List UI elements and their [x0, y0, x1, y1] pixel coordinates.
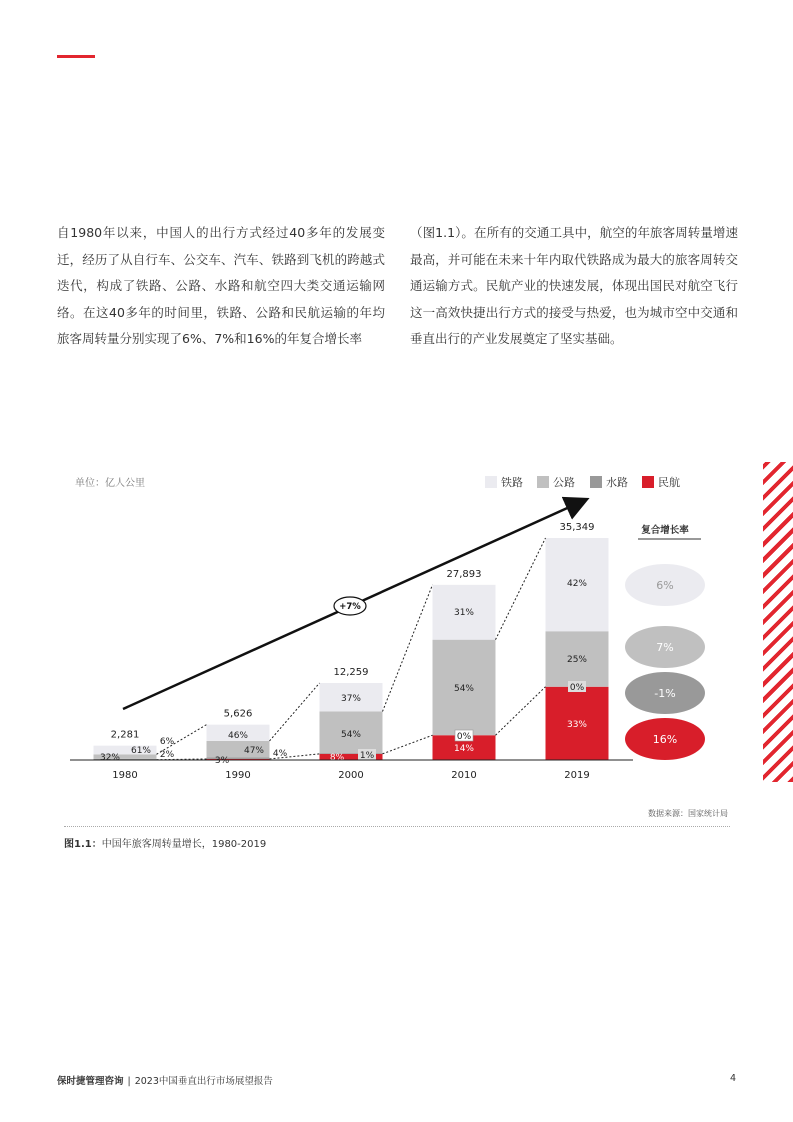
trend-connector-upper-3 [496, 538, 546, 640]
bar-total-label: 5,626 [223, 708, 253, 720]
bar-total-label: 27,893 [446, 568, 482, 580]
cagr-value-铁路: 6% [656, 579, 674, 592]
cagr-title: 复合增长率 [641, 525, 689, 536]
share-2019-road: 25% [566, 655, 588, 665]
share-2010-road: 54% [453, 684, 475, 694]
bar-total-label: 12,259 [333, 667, 369, 679]
caption-label: 图1.1： [64, 839, 102, 850]
share-2010-water: 0% [456, 732, 472, 742]
bar-total-label: 2,281 [110, 729, 140, 741]
cagr-value-民航: 16% [652, 733, 678, 746]
category-label: 2010 [451, 770, 477, 781]
share-2000-road: 54% [340, 730, 362, 740]
share-1990-road: 47% [243, 746, 265, 756]
body-paragraph-left: 自1980年以来，中国人的出行方式经过40多年的发展变迁，经历了从自行车、公交车、汽车、铁路到飞机的跨越式迭代，构成了铁路、公路、水路和航空四大类交通运输网络。在这40多年的时间里，铁路、公路和民航运输的年均旅客周转量分别实现了6%、7%和16%的年复合增长率 [57, 225, 385, 346]
body-paragraph-right: （图1.1）。在所有的交通工具中，航空的年旅客周转量增速最高，并可能在未来十年内取代铁路成为最大的旅客周转交通运输方式。民航产业的快速发展，体现出国民对航空飞行这一高效快捷出行方式的接受与热爱，也为城市空中交通和垂直出行的产业发展奠定了坚实基础。 [410, 225, 738, 346]
share-1990-water: 4% [272, 749, 288, 759]
category-label: 1980 [112, 770, 138, 781]
share-1980-road: 32% [99, 753, 121, 763]
trend-connector-upper-1 [270, 683, 320, 741]
trend-label: +7% [339, 602, 361, 612]
share-2010-air: 14% [453, 744, 475, 754]
share-1980-rail: 61% [130, 746, 152, 756]
footer-title: 2023中国垂直出行市场展望报告 [134, 1076, 273, 1087]
category-label: 2000 [338, 770, 364, 781]
share-1990-rail: 46% [227, 731, 249, 741]
share-2010-rail: 31% [453, 608, 475, 618]
legend-swatch-3 [642, 476, 654, 488]
cagr-value-公路: 7% [656, 641, 674, 654]
footer [57, 1073, 273, 1087]
share-2019-water: 0% [569, 683, 585, 693]
decorative-stripes [763, 462, 793, 782]
trend-connector-lower-2 [383, 735, 433, 754]
bar-total-label: 35,349 [559, 522, 595, 533]
share-1980-air: 2% [159, 750, 175, 760]
legend-swatch-1 [537, 476, 549, 488]
share-2019-rail: 42% [566, 579, 588, 589]
divider [64, 826, 730, 827]
figure-caption [64, 835, 266, 850]
share-1980-water: 6% [159, 737, 175, 747]
trend-connector-upper-2 [383, 585, 433, 712]
legend-swatch-2 [590, 476, 602, 488]
share-2000-rail: 37% [340, 694, 362, 704]
category-label: 2019 [564, 770, 590, 781]
page-number: 4 [730, 1073, 737, 1084]
category-label: 1990 [225, 770, 251, 781]
caption-text: 中国年旅客周转量增长，1980-2019 [101, 839, 267, 850]
legend-label-2: 水路 [606, 476, 628, 489]
legend-label-0: 铁路 [501, 476, 523, 489]
share-2019-air: 33% [566, 720, 588, 730]
passenger-turnover-chart [55, 462, 765, 802]
share-2000-water: 1% [359, 751, 375, 761]
legend-swatch-0 [485, 476, 497, 488]
share-2000-air: 8% [329, 753, 345, 763]
cagr-value-水路: -1% [654, 687, 676, 700]
footer-brand: 保时捷管理咨询 [57, 1076, 124, 1087]
footer-separator: | [127, 1076, 131, 1087]
data-source: 数据来源：国家统计局 [648, 809, 728, 818]
share-1990-air: 3% [214, 756, 230, 766]
legend-label-3: 民航 [658, 476, 680, 489]
trend-connector-lower-3 [496, 687, 546, 735]
unit-label: 单位：亿人公里 [75, 478, 145, 489]
legend-label-1: 公路 [553, 476, 575, 489]
accent-bar [57, 55, 95, 58]
